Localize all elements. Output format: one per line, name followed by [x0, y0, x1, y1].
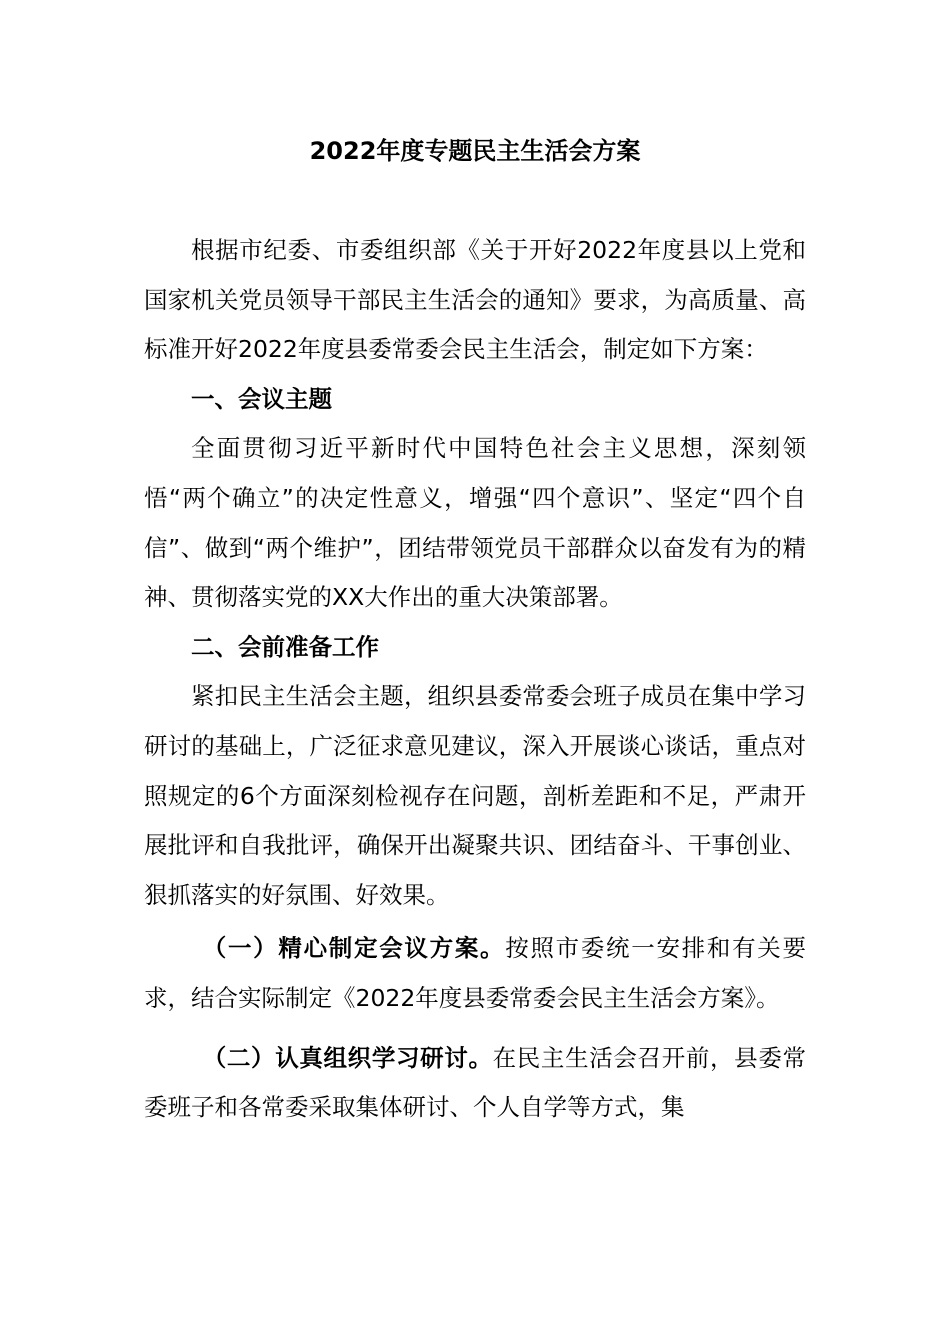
section-heading-1: 一、会议主题 — [191, 384, 332, 413]
section-paragraph-2: 紧扣民主生活会主题，组织县委常委会班子成员在集中学习研讨的基础上，广泛征求意见建议，深入开展谈心谈话，重点对照规定的6个方面深刻检视存在问题，剖析差距和不足，严肃开展批评和自我批评，确保开出凝聚共识、团结奋斗、干事创业、狠抓落实的好氛围、好效果。 — [144, 682, 806, 909]
subsection-paragraph-1 — [144, 924, 806, 1023]
subsection-text-1: 按照市委统一安排和有关要求，结合实际制定《2022年度县委常委会民主生活会方案》。 — [144, 934, 807, 1012]
document-body — [144, 226, 806, 1133]
subsection-label-2: （二）认真组织学习研讨。 — [202, 1043, 493, 1072]
subsection-paragraph-2 — [144, 1034, 806, 1133]
subsection-label-1: （一）精心制定会议方案。 — [202, 934, 506, 963]
intro-paragraph: 根据市纪委、市委组织部《关于开好2022年度县以上党和国家机关党员领导干部民主生活会的通知》要求，为高质量、高标准开好2022年度县委常委会民主生活会，制定如下方案： — [144, 236, 806, 364]
section-paragraph-1: 全面贯彻习近平新时代中国特色社会主义思想，深刻领悟“两个确立”的决定性意义，增强“四个意识”、坚定“四个自信”、做到“两个维护”，团结带领党员干部群众以奋发有为的精神、贯彻落实党的XX大作出的重大决策部署。 — [144, 434, 806, 612]
subsection-text-2: 在民主生活会召开前，县委常委班子和各常委采取集体研讨、个人自学等方式，集 — [144, 1043, 806, 1122]
document-title: 2022年度专题民主生活会方案 — [309, 137, 641, 165]
section-heading-2: 二、会前准备工作 — [191, 632, 379, 661]
